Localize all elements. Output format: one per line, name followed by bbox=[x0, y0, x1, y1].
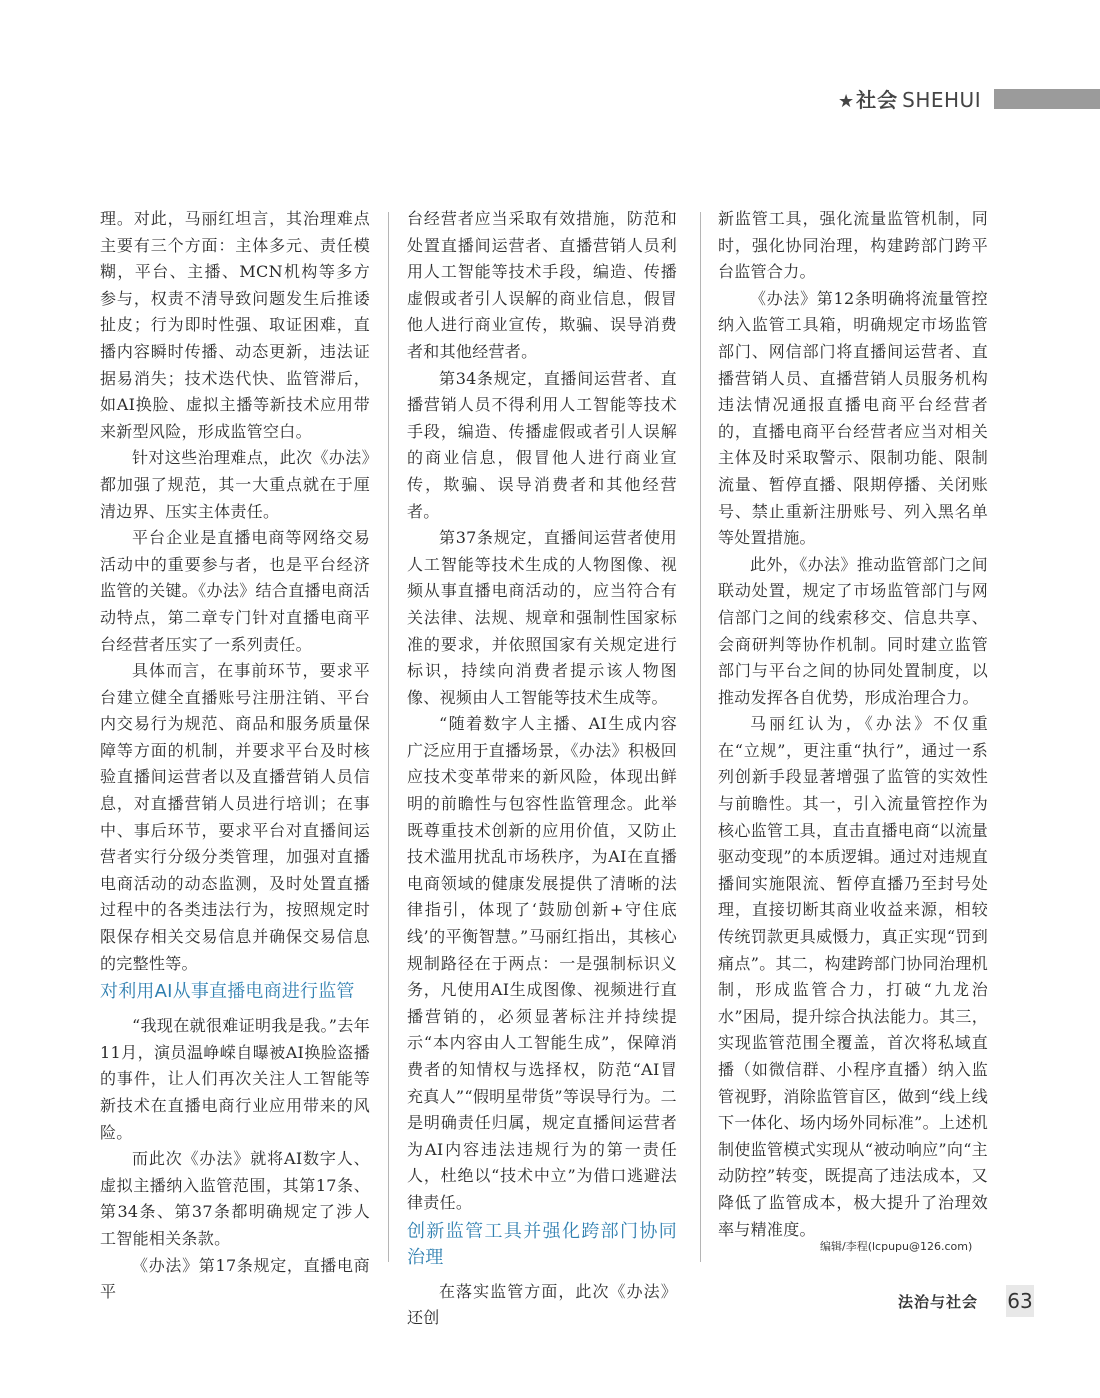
paragraph: 台经营者应当采取有效措施，防范和处置直播间运营者、直播营销人员利用人工智能等技术手段，编造、传播虚假或者引人误解的商业信息，假冒他人进行商业宣传，欺骗、误导消费者和其他经营者。 bbox=[407, 209, 677, 361]
paragraph: “随着数字人主播、AI生成内容广泛应用于直播场景，《办法》积极回应技术变革带来的新风险，体现出鲜明的前瞻性与包容性监管理念。此举既尊重技术创新的应用价值，又防止技术滥用扰乱市场秩序，为AI在直播电商领域的健康发展提供了清晰的法律指引，体现了‘鼓励创新+守住底线’的平衡智慧。”马丽红指出，其核心规制路径在于两点：一是强制标识义务，凡使用AI生成图像、视频进行直播营销的，必须显著标注并持续提示“本内容由人工智能生成”，保障消费者的知情权与选择权，防范“AI冒充真人”“假明星带货”等误导行为。二是明确责任归属，规定直播间运营者为AI内容违法违规行为的第一责任人，杜绝以“技术中立”为借口逃避法律责任。 bbox=[407, 714, 677, 1212]
paragraph: 马丽红认为，《办法》不仅重在“立规”，更注重“执行”，通过一系列创新手段显著增强了监管的实效性与前瞻性。其一，引入流量管控作为核心监管工具，直击直播电商“以流量驱动变现”的本质逻辑。通过对违规直播间实施限流、暂停直播乃至封号处理，直接切断其商业收益来源，相较传统罚款更具威慑力，真正实现“罚到痛点”。其二，构建跨部门协同治理机制，形成监管合力，打破“九龙治水”困局，提升综合执法能力。其三，实现监管范围全覆盖，首次将私域直播（如微信群、小程序直播）纳入监管视野，消除监管盲区，做到“线上线下一体化、场内场外同标准”。上述机制使监管模式实现从“被动响应”向“主动防控”转变，既提高了违法成本，又降低了监管成本，极大提升了治理效率与精准度。 bbox=[718, 714, 988, 1239]
paragraph: 《办法》第12条明确将流量管控纳入监管工具箱，明确规定市场监管部门、网信部门将直播间运营者、直播营销人员、直播营销人员服务机构违法情况通报直播电商平台经营者的，直播电商平台经营者应当对相关主体及时采取警示、限制功能、限制流量、暂停直播、限期停播、关闭账号、禁止重新注册账号、列入黑名单等处置措施。 bbox=[718, 288, 988, 548]
paragraph: 而此次《办法》就将AI数字人、虚拟主播纳入监管范围，其第17条、第34条、第37条都明确规定了涉人工智能相关条款。 bbox=[100, 1149, 370, 1248]
section-title-cn: 社会 bbox=[856, 88, 899, 112]
editor-credit: 编辑/李程(lcpupu@126.com) bbox=[820, 1240, 973, 1253]
paragraph: 具体而言，在事前环节，要求平台建立健全直播账号注册注销、平台内交易行为规范、商品和服务质量保障等方面的机制，并要求平台及时核验直播间运营者以及直播营销人员信息，对直播营销人员进行培训；在事中、事后环节，要求平台对直播间运营者实行分级分类管理，加强对直播电商活动的动态监测，及时处置直播过程中的各类违法行为，按照规定时限保存相关交易信息并确保交易信息的完整性等。 bbox=[100, 661, 370, 973]
paragraph: “我现在就很难证明我是我。”去年11月，演员温峥嵘自曝被AI换脸盗播的事件，让人们再次关注人工智能等新技术在直播电商行业应用带来的风险。 bbox=[100, 1016, 370, 1142]
column-2 bbox=[407, 206, 677, 1332]
column-3 bbox=[718, 206, 988, 1243]
paragraph: 平台企业是直播电商等网络交易活动中的重要参与者，也是平台经济监管的关键。《办法》结合直播电商活动特点，第二章专门针对直播电商平台经营者压实了一系列责任。 bbox=[100, 528, 370, 654]
paragraph: 理。对此，马丽红坦言，其治理难点主要有三个方面：主体多元、责任模糊，平台、主播、MCN机构等多方参与，权责不清导致问题发生后推诿扯皮；行为即时性强、取证困难，直播内容瞬时传播、动态更新，违法证据易消失；技术迭代快、监管滞后，如AI换脸、虚拟主播等新技术应用带来新型风险，形成监管空白。 bbox=[100, 209, 370, 441]
page-number: 63 bbox=[1006, 1285, 1034, 1317]
paragraph: 针对这些治理难点，此次《办法》都加强了规范，其一大重点就在于厘清边界、压实主体责任。 bbox=[100, 448, 370, 521]
section-heading: 创新监管工具并强化跨部门协同治理 bbox=[407, 1220, 677, 1268]
header-bar bbox=[994, 89, 1100, 109]
magazine-name: 法治与社会 bbox=[898, 1293, 979, 1311]
paragraph: 第37条规定，直播间运营者使用人工智能等技术生成的人物图像、视频从事直播电商活动的，应当符合有关法律、法规、规章和强制性国家标准的要求，并依照国家有关规定进行标识，持续向消费者提示该人物图像、视频由人工智能等技术生成等。 bbox=[407, 528, 677, 707]
column-1 bbox=[100, 206, 370, 1306]
paragraph: 在落实监管方面，此次《办法》还创 bbox=[407, 1281, 677, 1328]
paragraph: 第34条规定，直播间运营者、直播营销人员不得利用人工智能等技术手段，编造、传播虚假或者引人误解的商业信息，假冒他人进行商业宣传，欺骗、误导消费者和其他经营者。 bbox=[407, 368, 677, 521]
paragraph: 此外，《办法》推动监管部门之间联动处置，规定了市场监管部门与网信部门之间的线索移交、信息共享、会商研判等协作机制。同时建立监管部门与平台之间的协同处置制度，以推动发挥各自优势，形成治理合力。 bbox=[718, 554, 988, 707]
column-divider bbox=[700, 212, 701, 1262]
star-icon: ★ bbox=[838, 91, 855, 112]
section-heading: 对利用AI从事直播电商进行监管 bbox=[100, 981, 355, 1003]
section-title-en: SHEHUI bbox=[902, 88, 982, 112]
section-header bbox=[838, 88, 981, 114]
column-divider bbox=[388, 212, 389, 1262]
paragraph: 新监管工具，强化流量监管机制，同时，强化协同治理，构建跨部门跨平台监管合力。 bbox=[718, 209, 988, 282]
paragraph: 《办法》第17条规定，直播电商平 bbox=[100, 1255, 370, 1302]
